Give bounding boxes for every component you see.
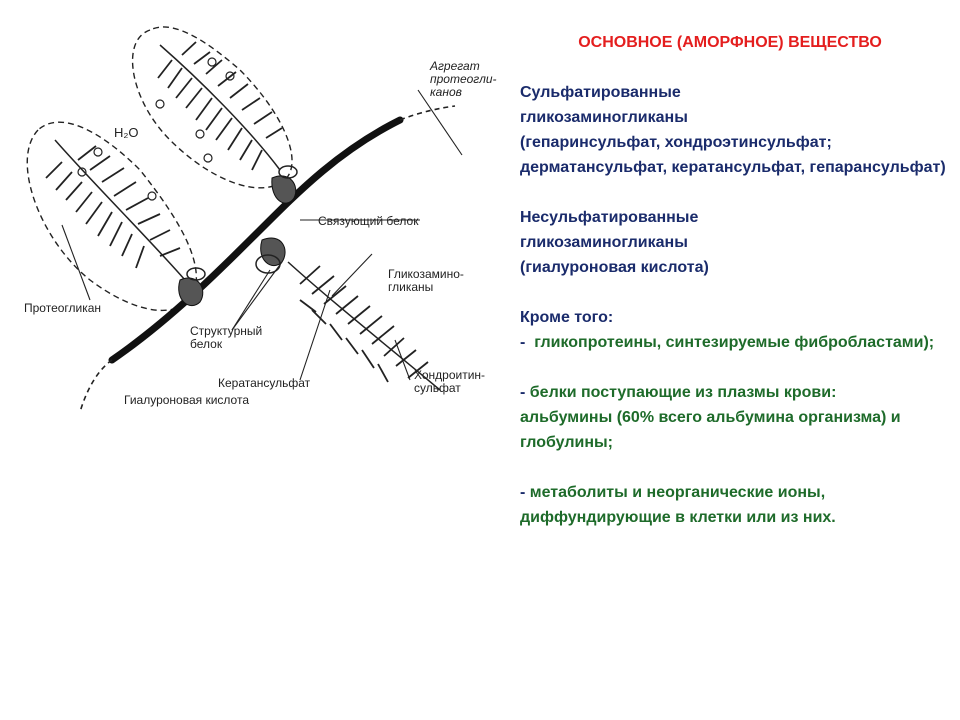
item-glycoproteins: гликопротеины, синтезируемые фибробластами); xyxy=(534,334,935,351)
item-metabolites: метаболиты и неорганические ионы, диффундирующие в клетки или из них. xyxy=(520,484,836,526)
label-hyaluronic-acid: Гиалуроновая кислота xyxy=(124,393,249,407)
list-item-metabolites xyxy=(520,480,950,530)
text-panel xyxy=(520,30,950,530)
label-binding-protein: Связующий белок xyxy=(318,214,419,228)
list-dash: - xyxy=(520,384,526,401)
label-gag: Гликозамино- гликаны xyxy=(388,267,464,294)
besides-heading: Кроме того: xyxy=(520,309,614,326)
list-item-glycoproteins xyxy=(520,330,950,355)
label-structural-protein: Структурный белок xyxy=(190,324,263,351)
list-item-plasma-proteins xyxy=(520,380,950,405)
label-water: H₂O xyxy=(114,125,139,140)
list-dash: - xyxy=(520,334,526,351)
label-aggregate: Агрегат протеогли- канов xyxy=(430,59,497,99)
sulfated-list: (гепаринсульфат, хондроэтинсульфат; дерматансульфат, кератансульфат, гепарансульфат) xyxy=(520,134,946,176)
diagram-drawing xyxy=(0,0,500,420)
page-title: ОСНОВНОЕ (АМОРФНОЕ) ВЕЩЕСТВО xyxy=(578,34,882,51)
label-keratan-sulfate: Кератансульфат xyxy=(218,376,311,390)
list-dash: - xyxy=(520,484,526,501)
item-plasma-proteins: белки поступающие из плазмы крови: xyxy=(529,384,837,401)
sulfated-heading: Сульфатированные гликозаминогликаны xyxy=(520,84,688,126)
nonsulfated-list: (гиалуроновая кислота) xyxy=(520,259,709,276)
nonsulfated-heading: Несульфатированные гликозаминогликаны xyxy=(520,209,699,251)
proteoglycan-diagram xyxy=(0,0,500,420)
item-albumins: альбумины (60% всего альбумина организма) и глобулины; xyxy=(520,409,901,451)
label-proteoglycan: Протеогликан xyxy=(24,301,102,315)
label-chondroitin-sulfate: Хондроитин- сульфат xyxy=(414,368,486,395)
